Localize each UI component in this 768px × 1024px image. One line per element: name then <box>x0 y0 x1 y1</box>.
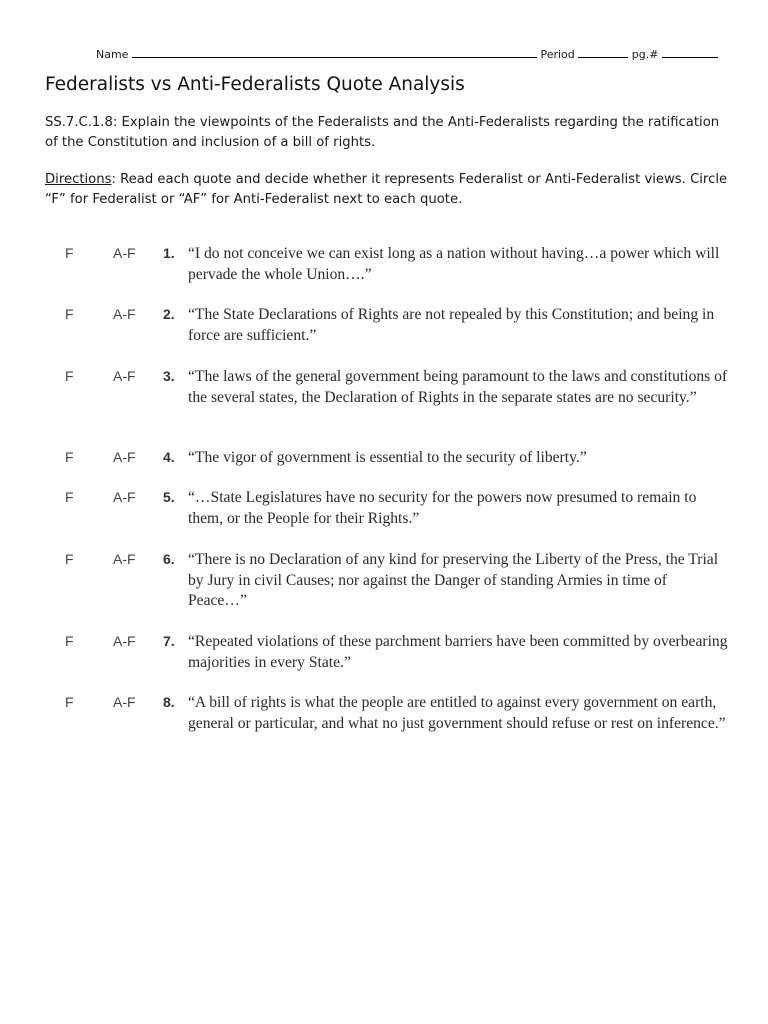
period-label: Period <box>540 48 575 61</box>
quote-number: 1. <box>163 245 175 261</box>
anti-federalist-choice[interactable]: A-F <box>113 551 136 567</box>
quote-text: “There is no Declaration of any kind for preserving the Liberty of the Press, the Trial by Jury in civil Causes; nor against the Danger of standing Armies in time of Peace…” <box>188 551 719 609</box>
quote-text: “Repeated violations of these parchment barriers have been committed by overbearing majorities in every State.” <box>188 633 728 671</box>
page-title: Federalists vs Anti-Federalists Quote Analysis <box>45 74 465 95</box>
federalist-choice[interactable]: F <box>65 633 74 649</box>
anti-federalist-choice[interactable]: A-F <box>113 694 136 710</box>
standard-text: : Explain the viewpoints of the Federalists and the Anti-Federalists regarding the ratification of the Constitution and inclusion of a bill of rights. <box>45 115 720 150</box>
federalist-choice[interactable]: F <box>65 449 74 465</box>
quote-number: 3. <box>163 368 175 384</box>
page-label: pg.# <box>631 48 659 61</box>
federalist-choice[interactable]: F <box>65 489 74 505</box>
anti-federalist-choice[interactable]: A-F <box>113 633 136 649</box>
federalist-choice[interactable]: F <box>65 551 74 567</box>
federalist-choice[interactable]: F <box>65 245 74 261</box>
anti-federalist-choice[interactable]: A-F <box>113 245 136 261</box>
anti-federalist-choice[interactable]: A-F <box>113 368 136 384</box>
quote-number: 2. <box>163 306 175 322</box>
quote-text: “The vigor of government is essential to the security of liberty.” <box>188 449 587 466</box>
quote-number: 7. <box>163 633 175 649</box>
quote-text: “The laws of the general government being paramount to the laws and constitutions of the several states, the Declaration of Rights in the separate states are no security.” <box>188 368 728 406</box>
name-label: Name <box>96 48 129 61</box>
quote-number: 6. <box>163 551 175 567</box>
anti-federalist-choice[interactable]: A-F <box>113 449 136 465</box>
anti-federalist-choice[interactable]: A-F <box>113 489 136 505</box>
federalist-choice[interactable]: F <box>65 694 74 710</box>
quote-text: “The State Declarations of Rights are not repealed by this Constitution; and being in force are sufficient.” <box>188 306 715 344</box>
quote-text: “A bill of rights is what the people are entitled to against every government on earth, general or particular, and what no just government should refuse or rest on inference.” <box>188 694 726 732</box>
quote-number: 5. <box>163 489 175 505</box>
directions-text: : Read each quote and decide whether it represents Federalist or Anti-Federalist views. Circle “F” for Federalist or “AF” for Anti-Federalist next to each quote. <box>45 172 728 207</box>
federalist-choice[interactable]: F <box>65 306 74 322</box>
federalist-choice[interactable]: F <box>65 368 74 384</box>
quote-text: “I do not conceive we can exist long as a nation without having…a power which will pervade the whole Union….” <box>188 245 720 283</box>
quote-text: “…State Legislatures have no security for the powers now presumed to remain to them, or the People for their Rights.” <box>188 489 697 527</box>
directions-label: Directions <box>45 172 112 187</box>
quote-number: 4. <box>163 449 175 465</box>
quote-number: 8. <box>163 694 175 710</box>
standard-code: SS.7.C.1.8 <box>45 115 113 130</box>
anti-federalist-choice[interactable]: A-F <box>113 306 136 322</box>
